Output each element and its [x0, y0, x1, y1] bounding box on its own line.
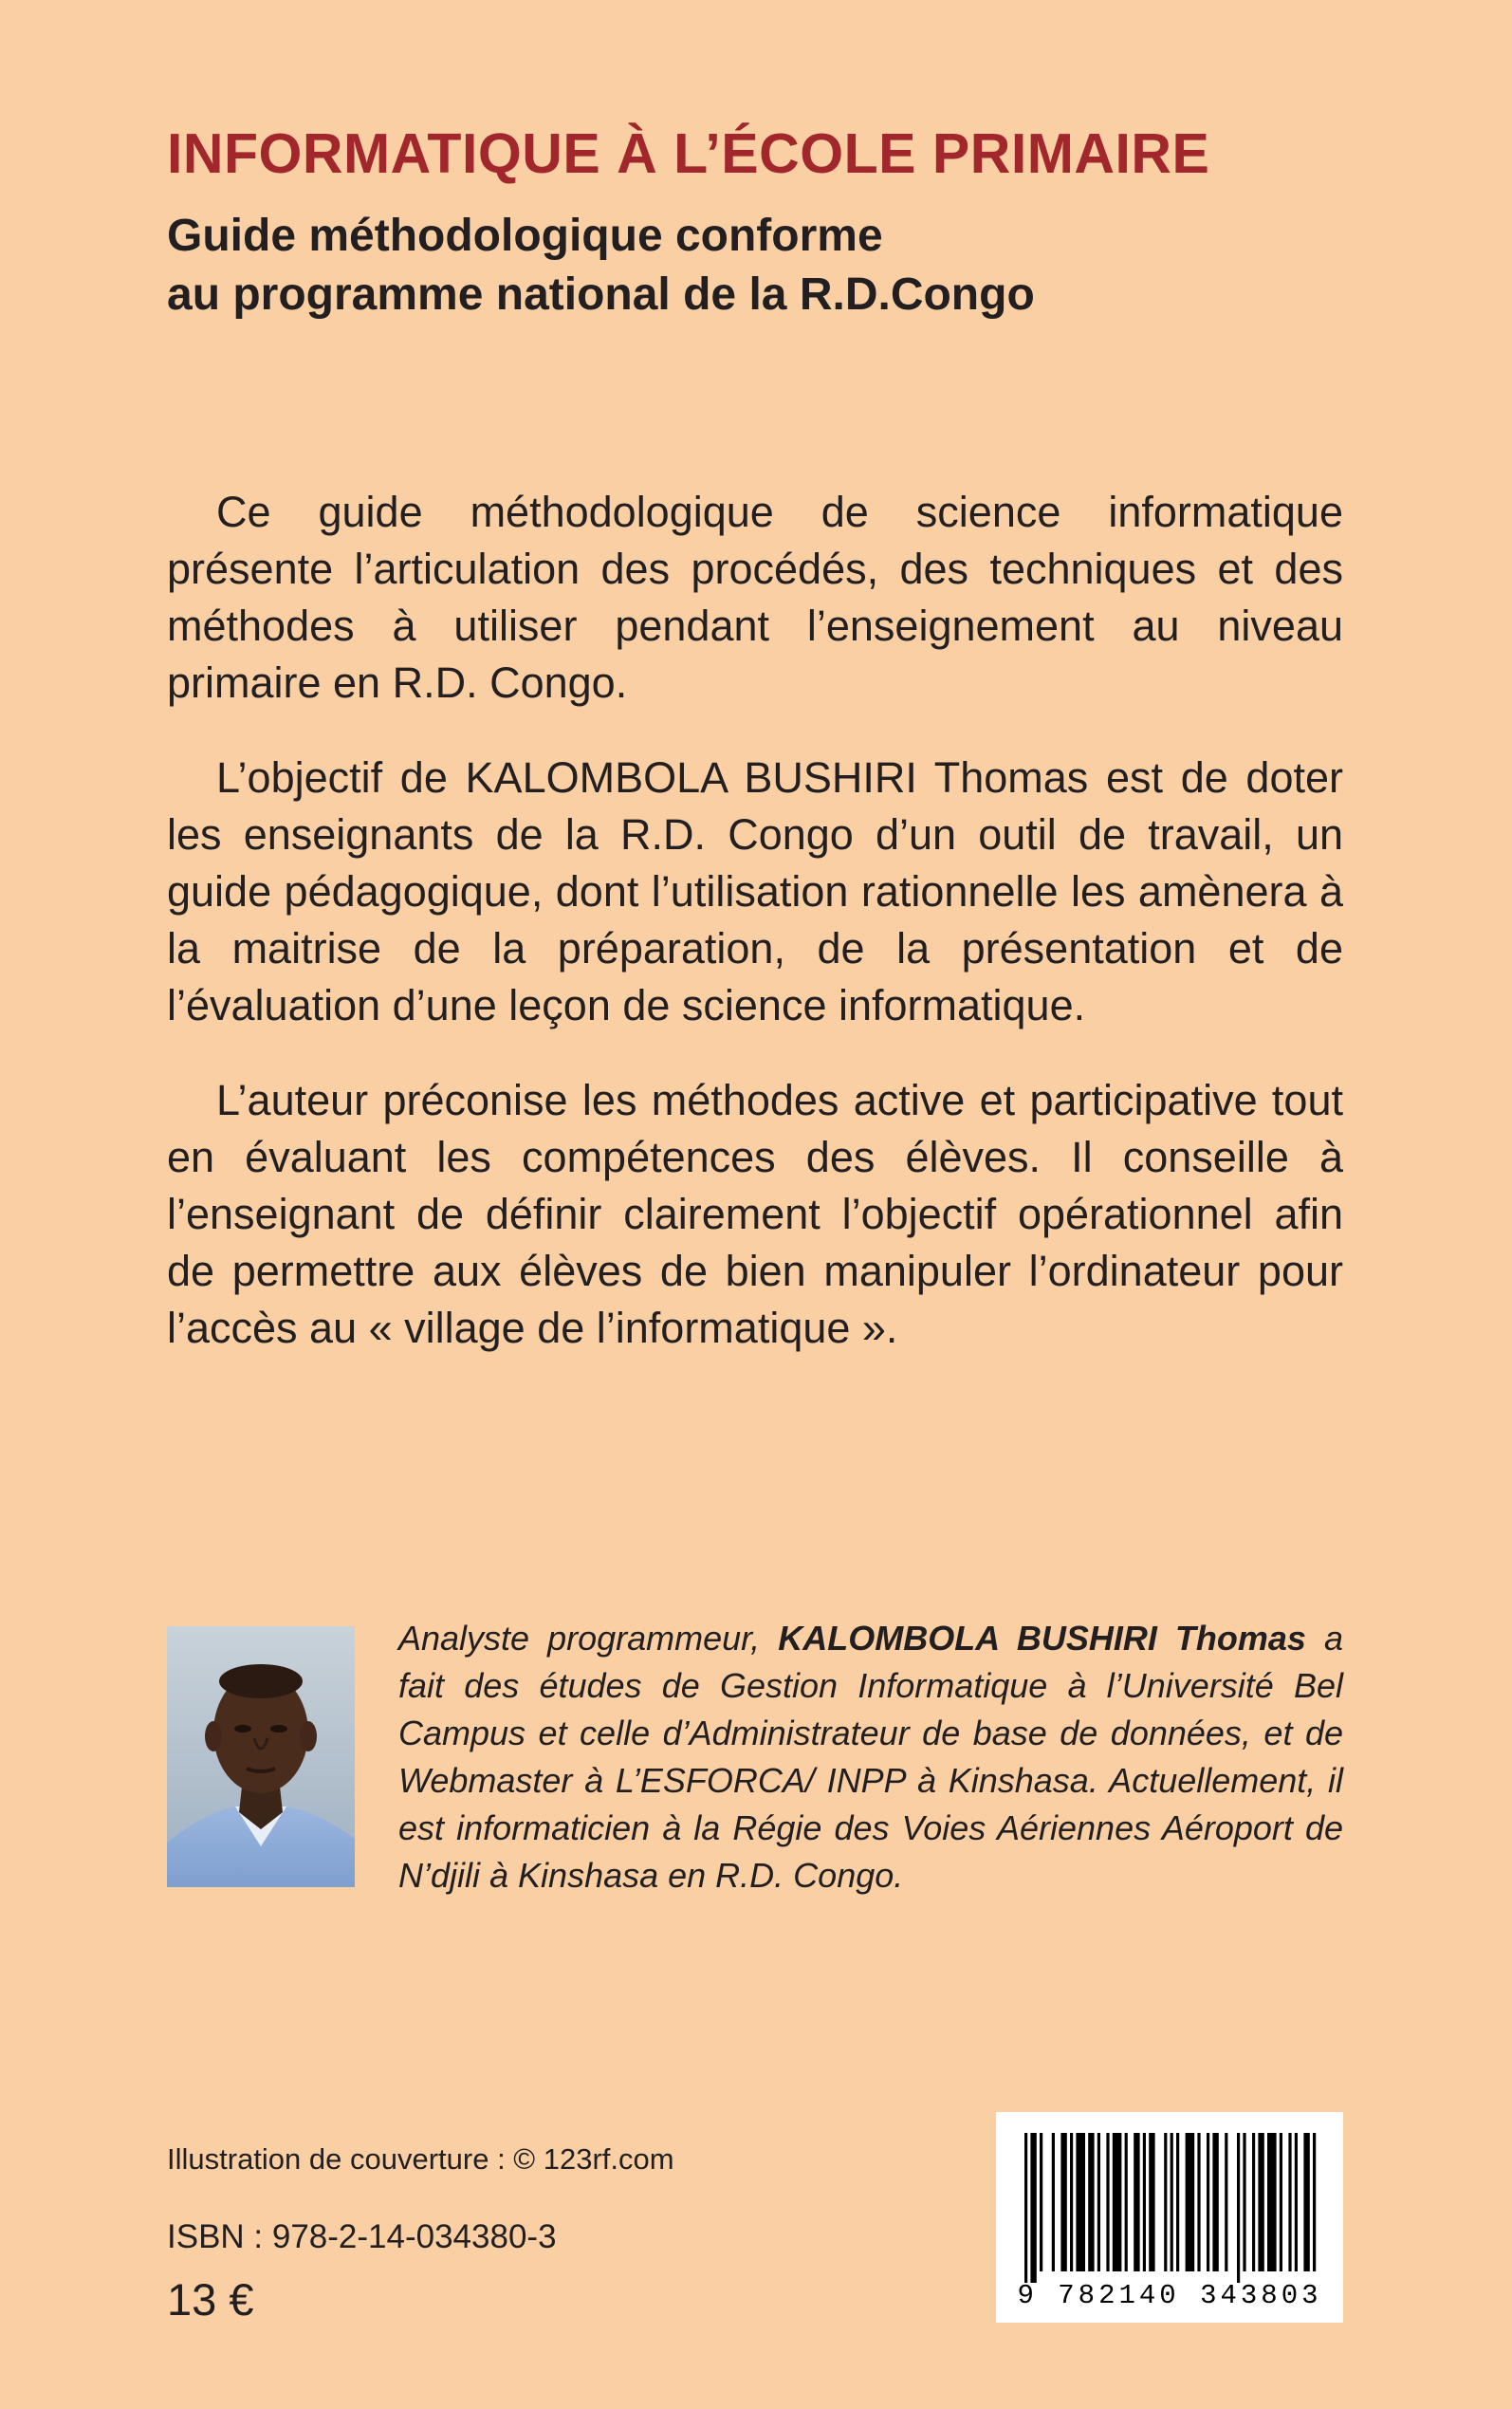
bio-intro: Analyste programmeur,	[398, 1619, 761, 1658]
barcode-bar	[1313, 2133, 1316, 2271]
barcode-bar	[1212, 2133, 1218, 2271]
bio-text: a fait des études de Gestion Informatique à l’Université Bel Campus et celle d’Administrateur de base de données, et de Webmaster à L’ESFORCA/ INPP à Kinshasa. Actuellement, il est informaticien à la Régie des Voies Aériennes Aéroport de N’djili à Kinshasa en R.D. Congo.	[398, 1619, 1343, 1895]
barcode-bar	[1134, 2133, 1139, 2271]
author-photo	[167, 1626, 355, 1887]
barcode-bar	[1076, 2133, 1085, 2271]
barcode-bar	[1024, 2133, 1027, 2283]
barcode-bar	[1280, 2133, 1282, 2271]
barcode-bar	[1295, 2133, 1298, 2271]
barcode-bar	[1243, 2133, 1245, 2271]
barcode-bar	[1143, 2133, 1146, 2271]
barcode-bar	[1225, 2133, 1227, 2271]
barcode-bar	[1097, 2133, 1100, 2271]
barcode-bar	[1303, 2133, 1309, 2271]
barcode-bar	[1207, 2133, 1209, 2271]
barcode-bar	[1088, 2133, 1094, 2271]
back-cover-summary	[167, 484, 1343, 1395]
cover-illustration-credit: Illustration de couverture : © 123rf.com	[167, 2142, 674, 2176]
price: 13 €	[167, 2274, 254, 2325]
barcode-bar	[1125, 2133, 1128, 2271]
barcode-bar	[1237, 2133, 1240, 2283]
barcode	[996, 2112, 1343, 2323]
barcode-bar	[1052, 2133, 1055, 2271]
summary-paragraph-1: Ce guide méthodologique de science informatique présente l’articulation des procédés, des techniques et des méthodes à utiliser pendant l’enseignement au niveau primaire en R.D. Congo.	[167, 488, 1343, 707]
barcode-bar	[1252, 2133, 1255, 2271]
barcode-bar	[1040, 2133, 1042, 2271]
barcode-bar	[1070, 2133, 1073, 2271]
author-portrait-image	[167, 1626, 355, 1887]
book-title: INFORMATIQUE À L’ÉCOLE PRIMAIRE	[167, 122, 1210, 185]
barcode-bar	[1267, 2133, 1277, 2271]
barcode-bar	[1106, 2133, 1109, 2271]
barcode-bar	[1186, 2133, 1195, 2271]
barcode-bar	[1171, 2133, 1173, 2271]
barcode-bar	[1176, 2133, 1179, 2271]
barcode-bar	[1288, 2133, 1291, 2271]
author-bio	[398, 1615, 1343, 1899]
barcode-bar	[1060, 2133, 1066, 2271]
barcode-bar	[1030, 2133, 1036, 2283]
subtitle-line-1: Guide méthodologique conforme	[167, 211, 883, 261]
summary-paragraph-2: L’objectif de KALOMBOLA BUSHIRI Thomas est de doter les enseignants de la R.D. Congo d’un outil de travail, un guide pédagogique, dont l’utilisation rationnelle les amènera à la maitrise de la préparation, de la présentation et de l’évaluation d’une leçon de science informatique.	[167, 753, 1343, 1029]
barcode-bar	[1149, 2133, 1154, 2271]
subtitle-line-2: au programme national de la R.D.Congo	[167, 269, 1035, 320]
barcode-digits: 9 782140 343803	[1017, 2280, 1322, 2311]
summary-paragraph-3: L’auteur préconise les méthodes active et participative tout en évaluant les compétences des élèves. Il conseille à l’enseignant de définir clairement l’objectif opérationnel afin de permettre aux élèves de bien manipuler l’ordinateur pour l’accès au « village de l’informatique ».	[167, 1076, 1343, 1352]
barcode-bar	[1164, 2133, 1167, 2271]
book-subtitle	[167, 207, 1035, 324]
isbn: ISBN : 978-2-14-034380-3	[167, 2218, 557, 2255]
bio-author-name: KALOMBOLA BUSHIRI Thomas	[778, 1619, 1306, 1658]
barcode-bar	[1258, 2133, 1263, 2271]
barcode-bar	[1113, 2133, 1122, 2271]
barcode-bar	[1197, 2133, 1200, 2271]
